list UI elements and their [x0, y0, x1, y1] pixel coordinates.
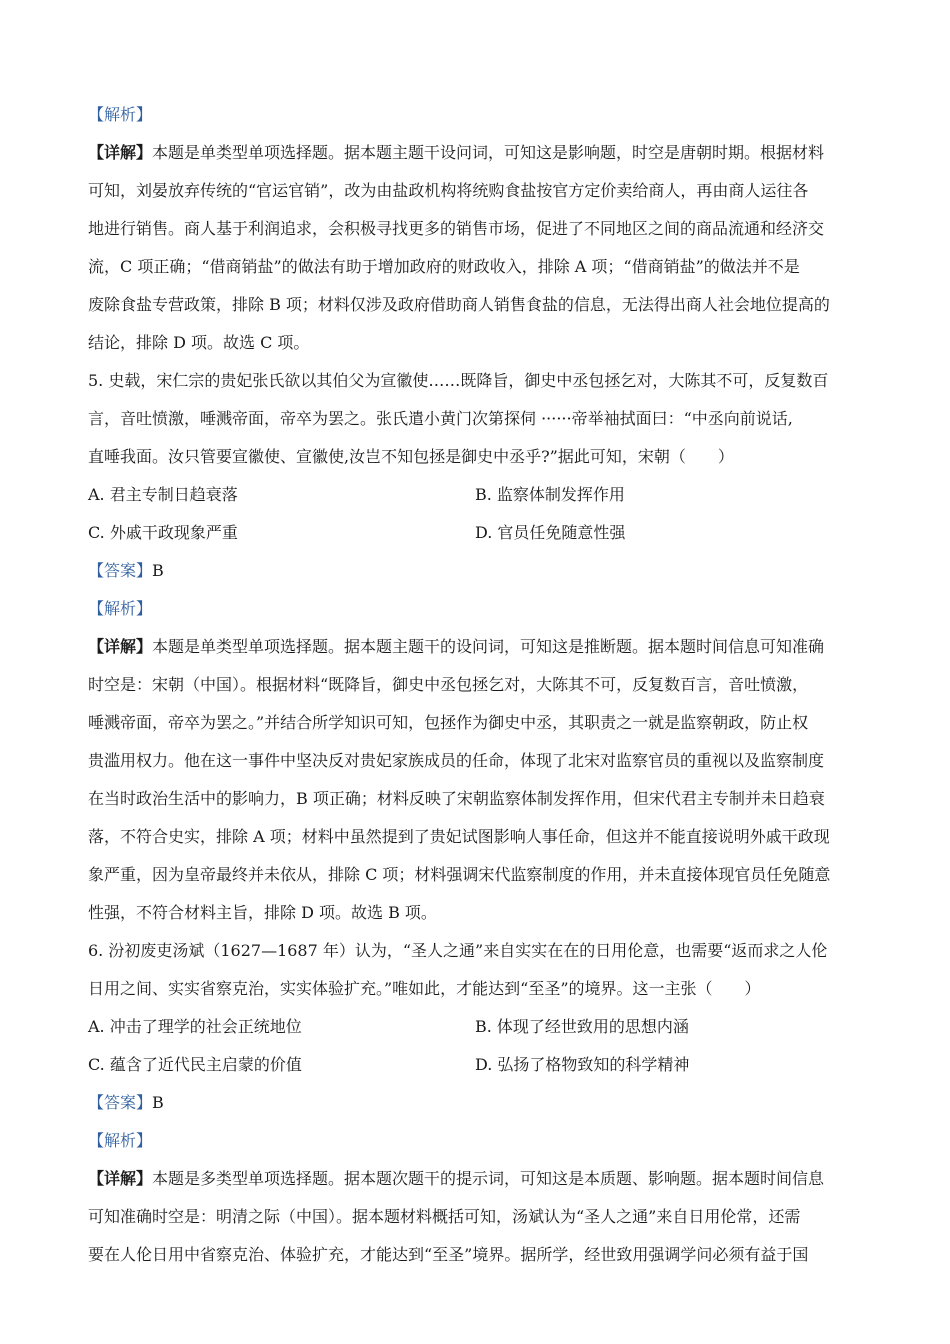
q5-options-row-2 [88, 514, 862, 552]
q5-detail-line-7: 象严重，因为皇帝最终并未依从，排除 C 项；材料强调宋代监察制度的作用，并未直接体现官员任免随意 [88, 865, 831, 884]
q5-option-a: A. 君主专制日趋衰落 [88, 485, 238, 504]
q5-option-b: B. 监察体制发挥作用 [475, 485, 625, 504]
q4-detail-label: 【详解】 [88, 143, 153, 162]
q5-analysis-tag: 【解析】 [88, 599, 153, 618]
q6-answer [88, 1084, 862, 1122]
q5-stem-line-1: 5. 史载，宋仁宗的贵妃张氏欲以其伯父为宣徽使……既降旨，御史中丞包拯乞对，大陈其不可，反复数百 [88, 371, 829, 390]
q6-detail [88, 1160, 862, 1274]
q6-option-c: C. 蕴含了近代民主启蒙的价值 [88, 1055, 302, 1074]
q5-detail [88, 628, 862, 932]
q5-detail-line-1: 【详解】本题是单类型单项选择题。据本题主题干的设问词，可知这是推断题。据本题时间信息可知准确 [88, 637, 825, 656]
q6-option-b: B. 体现了经世致用的思想内涵 [475, 1017, 689, 1036]
q6-stem-line-1: 6. 汾初废吏汤斌（1627—1687 年）认为，“圣人之通”来自实实在在的日用伦意，也需要“返而求之人伦 [88, 941, 828, 960]
q5-answer-tag: 【答案】 [88, 561, 153, 580]
q6-analysis-tag: 【解析】 [88, 1131, 153, 1150]
q4-detail-line-3: 地进行销售。商人基于利润追求，会积极寻找更多的销售市场，促进了不同地区之间的商品流通和经济交 [88, 219, 825, 238]
q5-options-row-1 [88, 476, 862, 514]
q5-detail-line-5: 在当时政治生活中的影响力，B 项正确；材料反映了宋朝监察体制发挥作用，但宋代君主专制并未日趋衰 [88, 789, 825, 808]
q4-detail-line-6: 结论，排除 D 项。故选 C 项。 [88, 333, 310, 352]
q4-analysis-tag: 【解析】 [88, 105, 153, 124]
q6-detail-line-1: 【详解】本题是多类型单项选择题。据本题次题干的提示词，可知这是本质题、影响题。据本题时间信息 [88, 1169, 825, 1188]
q5-option-d: D. 官员任免随意性强 [475, 523, 626, 542]
q6-stem-line-2: 日用之间、实实省察克治，实实体验扩充。”唯如此，才能达到“至圣”的境界。这一主张（ ） [88, 979, 761, 998]
q4-detail-line-4: 流，C 项正确；“借商销盐”的做法有助于增加政府的财政收入，排除 A 项；“借商销盐”的做法并不是 [88, 257, 800, 276]
q5-detail-line-3: 唾溅帝面，帝卒为罢之。”并结合所学知识可知，包拯作为御史中丞，其职责之一就是监察朝政，防止权 [88, 713, 809, 732]
q6-answer-value: B [152, 1093, 164, 1112]
q5-detail-label: 【详解】 [88, 637, 153, 656]
q5-detail-line-6: 落，不符合史实，排除 A 项；材料中虽然提到了贵妃试图影响人事任命，但这并不能直接说明外戚干政现 [88, 827, 830, 846]
q6-option-d: D. 弘扬了格物致知的科学精神 [475, 1055, 690, 1074]
q4-detail-line-5: 废除食盐专营政策，排除 B 项；材料仅涉及政府借助商人销售食盐的信息，无法得出商人社会地位提高的 [88, 295, 830, 314]
q5-detail-line-2: 时空是：宋朝（中国）。根据材料“既降旨，御史中丞包拯乞对，大陈其不可，反复数百言，音吐愤激， [88, 675, 809, 694]
q4-detail [88, 134, 862, 362]
q5-detail-line-4: 贵滥用权力。他在这一事件中坚决反对贵妃家族成员的任命，体现了北宋对监察官员的重视以及监察制度 [88, 751, 825, 770]
q5-stem-line-2: 言，音吐愤激，唾溅帝面，帝卒为罢之。张氏遣小黄门次第探伺 ······帝举袖拭面曰：“中丞向前说话, [88, 409, 793, 428]
q6-option-a: A. 冲击了理学的社会正统地位 [88, 1017, 302, 1036]
q4-detail-line-2: 可知，刘晏放弃传统的“官运官销”，改为由盐政机构将统购食盐按官方定价卖给商人，再由商人运往各 [88, 181, 809, 200]
q6-answer-tag: 【答案】 [88, 1093, 153, 1112]
q6-options-row-2 [88, 1046, 862, 1084]
q5-stem-line-3: 直唾我面。汝只管要宣徽使、宣徽使,汝岂不知包拯是御史中丞乎?”据此可知，宋朝（ ） [88, 447, 734, 466]
q6-stem [88, 932, 862, 1008]
q6-detail-label: 【详解】 [88, 1169, 153, 1188]
q5-stem [88, 362, 862, 476]
q5-answer-value: B [152, 561, 164, 580]
q6-options-row-1 [88, 1008, 862, 1046]
q5-answer [88, 552, 862, 590]
q4-detail-line-1: 【详解】本题是单类型单项选择题。据本题主题干设问词，可知这是影响题，时空是唐朝时期。根据材料 [88, 143, 825, 162]
q5-option-c: C. 外戚干政现象严重 [88, 523, 238, 542]
q5-detail-line-8: 性强，不符合材料主旨，排除 D 项。故选 B 项。 [88, 903, 437, 922]
q6-detail-line-2: 可知准确时空是：明清之际（中国）。据本题材料概括可知，汤斌认为“圣人之通”来自日用伦常，还需 [88, 1207, 801, 1226]
q6-detail-line-3: 要在人伦日用中省察克治、体验扩充，才能达到“至圣”境界。据所学，经世致用强调学问必须有益于国 [88, 1245, 809, 1264]
